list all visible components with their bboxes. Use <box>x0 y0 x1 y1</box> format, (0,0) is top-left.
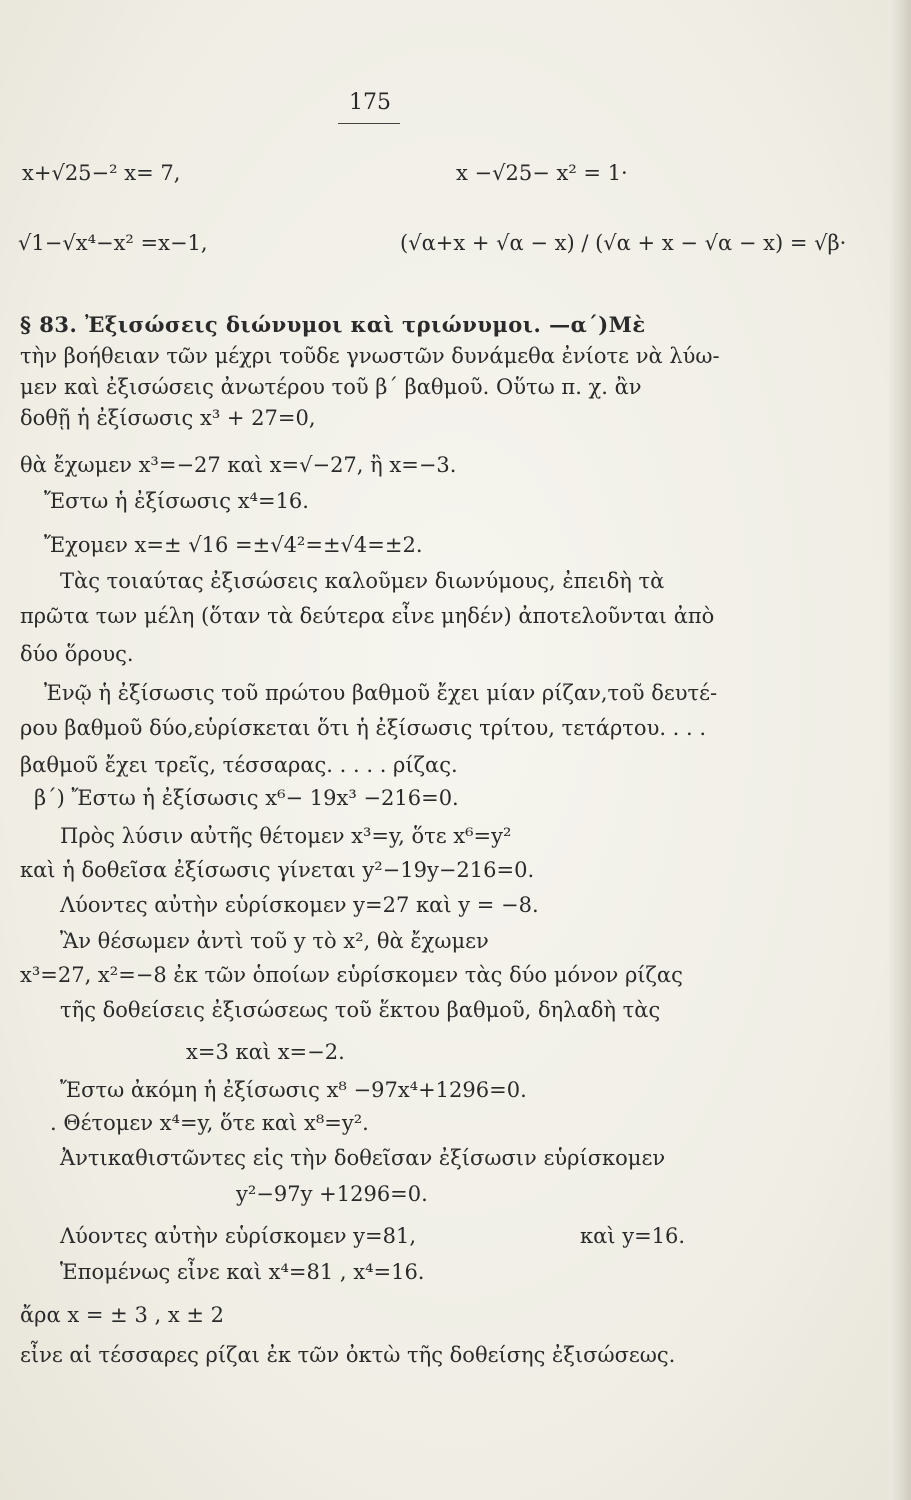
text-line-para5-line1: β´) Ἔστω ἡ ἐξίσωσις x⁶− 19x³ −216=0. <box>34 786 459 810</box>
text-line-eq-row2-left: √1−√x⁴−x² =x−1, <box>18 231 208 255</box>
text-line-eq-row2-right: (√α+x + √α − x) / (√α + x − √α − x) = √β· <box>400 231 847 255</box>
text-line-para4-line3: βαθμοῦ ἔχει τρεῖς, τέσσαρας. . . . . ρίζας. <box>20 753 458 777</box>
text-line-para7-line4: y²−97y +1296=0. <box>236 1182 428 1206</box>
text-line-para5-line3: καὶ ἡ δοθεῖσα ἐξίσωσις γίνεται y²−19y−216=0. <box>20 858 535 882</box>
text-line-eq-row1-left: x+√25−² x= 7, <box>22 161 181 185</box>
page-edge <box>889 0 911 1500</box>
text-line-para4-line1: Ἐνῷ ἡ ἐξίσωσις τοῦ πρώτου βαθμοῦ ἔχει μίαν ρίζαν,τοῦ δευτέ- <box>44 681 718 705</box>
text-line-para3-line1: Τὰς τοιαύτας ἐξισώσεις καλοῦμεν διωνύμους, ἐπειδὴ τὰ <box>60 569 665 593</box>
text-line-para3-line2: πρῶτα των μέλη (ὅταν τὰ δεύτερα εἶνε μηδέν) ἀποτελοῦνται ἀπὸ <box>20 604 715 628</box>
text-line-para3-line3: δύο ὅρους. <box>20 642 134 666</box>
text-line-para6-line3: τῆς δοθείσεις ἐξισώσεως τοῦ ἕκτου βαθμοῦ, δηλαδὴ τὰς <box>60 998 661 1022</box>
page-number-rule <box>338 123 400 124</box>
text-line-para6-line1: Ἂν θέσωμεν ἀντὶ τοῦ y τὸ x², θὰ ἔχωμεν <box>60 929 489 953</box>
text-line-para7-line5-right: καὶ y=16. <box>580 1224 686 1248</box>
text-line-para2-line2: Ἔχομεν x=± √16 =±√4²=±√4=±2. <box>44 533 423 557</box>
text-line-para5-line2: Πρὸς λύσιν αὐτῆς θέτομεν x³=y, ὅτε x⁶=y² <box>60 824 512 848</box>
text-line-para7-line5: Λύοντες αὐτὴν εὑρίσκομεν y=81, <box>60 1224 417 1248</box>
text-line-para4-line2: ρου βαθμοῦ δύο,εὑρίσκεται ὅτι ἡ ἐξίσωσις τρίτου, τετάρτου. . . . <box>20 716 707 740</box>
page-number: 175 <box>349 90 391 115</box>
text-line-para8-line3: εἶνε αἱ τέσσαρες ρίζαι ἐκ τῶν ὀκτὼ τῆς δοθείσης ἐξισώσεως. <box>20 1343 676 1367</box>
text-line-para8-line2: ἄρα x = ± 3 , x ± 2 <box>20 1303 224 1327</box>
text-line-para7-line3: Ἀντικαθιστῶντες εἰς τὴν δοθεῖσαν ἐξίσωσιν εὑρίσκομεν <box>60 1146 666 1170</box>
text-line-para1-line3: δοθῇ ἡ ἐξίσωσις x³ + 27=0, <box>20 406 316 430</box>
text-line-para1-line4: θὰ ἔχωμεν x³=−27 καὶ x=√−27, ἢ x=−3. <box>20 453 457 477</box>
text-line-para6-line4: x=3 καὶ x=−2. <box>186 1040 345 1064</box>
text-line-section-heading: § 83. Ἐξισώσεις διώνυμοι καὶ τριώνυμοι. —α´)Μὲ <box>20 312 646 337</box>
text-line-para7-line1: Ἔστω ἀκόμη ἡ ἐξίσωσις x⁸ −97x⁴+1296=0. <box>60 1078 527 1102</box>
text-line-eq-row1-right: x −√25− x² = 1· <box>456 161 628 185</box>
text-line-para1-line1: τὴν βοήθειαν τῶν μέχρι τοῦδε γνωστῶν δυνάμεθα ἐνίοτε νὰ λύω- <box>20 344 720 368</box>
text-line-para5-line4: Λύοντες αὐτὴν εὑρίσκομεν y=27 καὶ y = −8. <box>60 893 539 917</box>
text-line-para2-line1: Ἔστω ἡ ἐξίσωσις x⁴=16. <box>44 489 309 513</box>
text-line-para8-line1: Ἑπομένως εἶνε καὶ x⁴=81 , x⁴=16. <box>60 1260 425 1284</box>
text-line-para1-line2: μεν καὶ ἐξισώσεις ἀνωτέρου τοῦ β΄ βαθμοῦ. Οὕτω π. χ. ἂν <box>20 375 642 399</box>
text-line-para6-line2: x³=27, x²=−8 ἐκ τῶν ὁποίων εὑρίσκομεν τὰς δύο μόνον ρίζας <box>20 963 683 987</box>
text-line-para7-line2: . Θέτομεν x⁴=y, ὅτε καὶ x⁸=y². <box>50 1111 369 1135</box>
